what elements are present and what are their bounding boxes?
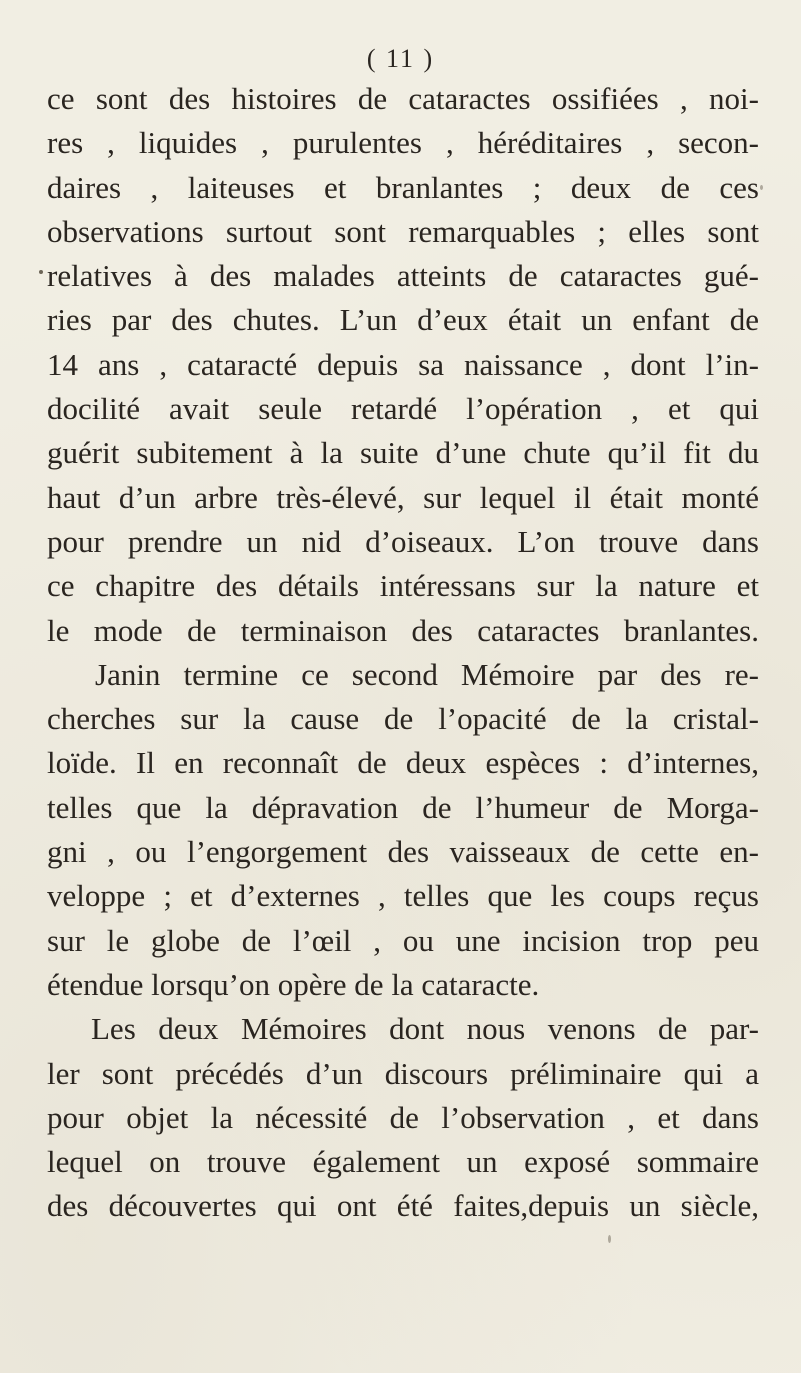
text-line: lequel on trouve également un exposé sommaire (47, 1144, 759, 1180)
text-line: gni , ou l’engorgement des vaisseaux de cette en- (47, 834, 759, 870)
text-line: ce sont des histoires de cataractes ossifiées , noi- (47, 81, 759, 116)
text-line: telles que la dépravation de l’humeur de Morga- (47, 789, 759, 825)
text-line: 14 ans , cataracté depuis sa naissance , dont l’in- (47, 346, 759, 382)
text-line: sur le globe de l’œil , ou une incision trop peu (47, 922, 759, 958)
text-line: ce chapitre des détails intéressans sur la nature et (47, 568, 759, 604)
text-line: res , liquides , purulentes , héréditaires , secon- (47, 125, 759, 161)
ink-speck (608, 1235, 611, 1243)
text-line: Janin termine ce second Mémoire par des re- (95, 656, 759, 692)
text-line: le mode de terminaison des cataractes branlantes. (47, 612, 759, 648)
text-line: ries par des chutes. L’un d’eux était un enfant de (47, 302, 759, 338)
text-line: loïde. Il en reconnaît de deux espèces : d’internes, (47, 745, 759, 781)
text-line: docilité avait seule retardé l’opération , et qui (47, 391, 759, 427)
text-line: haut d’un arbre très-élevé, sur lequel il était monté (47, 479, 759, 515)
text-line: pour objet la nécessité de l’observation , et dans (47, 1099, 759, 1135)
text-line: cherches sur la cause de l’opacité de la cristal- (47, 701, 759, 737)
text-line: daires , laiteuses et branlantes ; deux de ces (47, 169, 759, 205)
text-line: ler sont précédés d’un discours préliminaire qui a (47, 1055, 759, 1091)
text-line: des découvertes qui ont été faites,depuis un siècle, (47, 1188, 759, 1224)
ink-speck (760, 185, 763, 190)
page-number: ( 11 ) (366, 44, 435, 73)
text-line: étendue lorsqu’on opère de la cataracte. (47, 966, 540, 1002)
ink-speck (39, 270, 43, 274)
text-line: veloppe ; et d’externes , telles que les coups reçus (47, 878, 759, 914)
text-line: relatives à des malades atteints de cataractes gué- (47, 258, 759, 294)
text-line: pour prendre un nid d’oiseaux. L’on trouve dans (47, 523, 759, 559)
text-line: Les deux Mémoires dont nous venons de par- (91, 1011, 759, 1047)
text-line: observations surtout sont remarquables ; elles sont (47, 213, 759, 249)
body-text (47, 77, 759, 1229)
text-line: guérit subitement à la suite d’une chute qu’il fit du (47, 435, 759, 471)
